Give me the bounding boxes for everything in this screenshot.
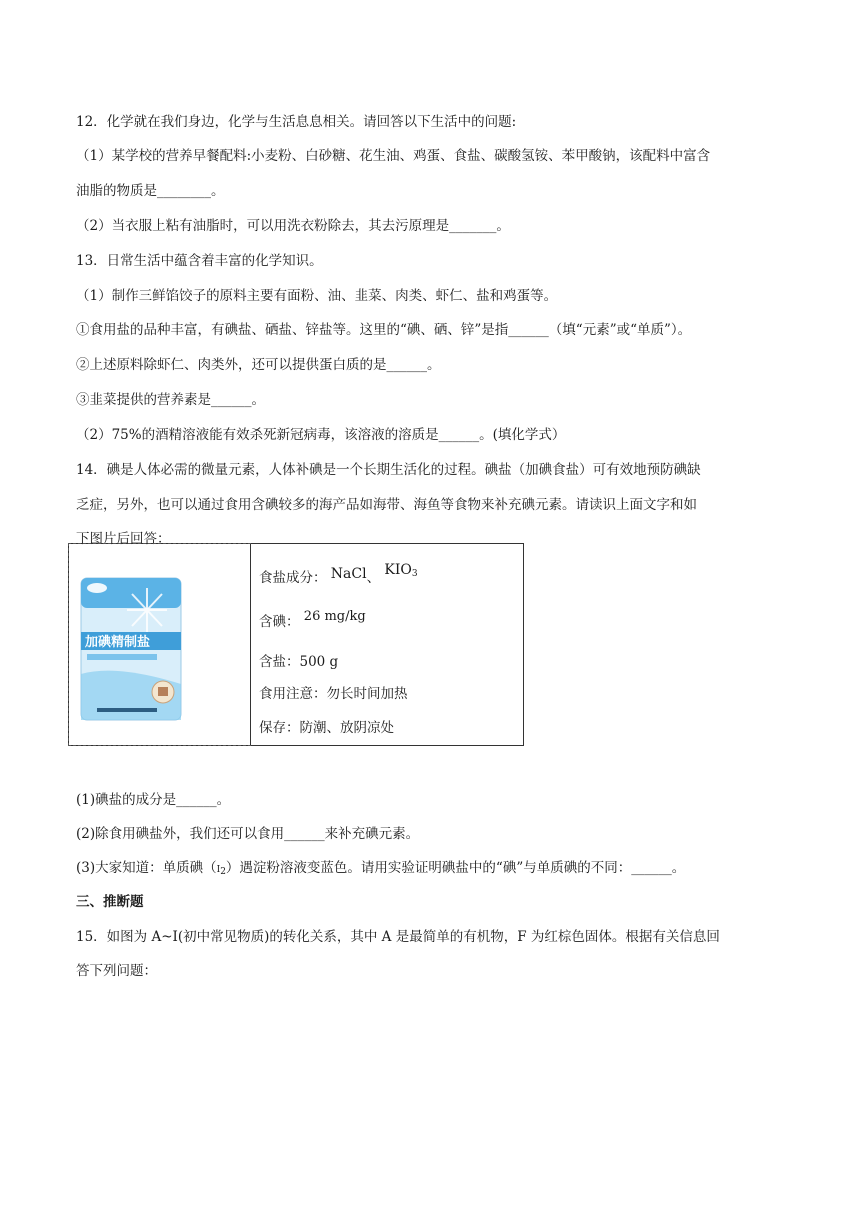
- ingredient-nacl: NaCl: [330, 566, 367, 582]
- q13-stem: 13．日常生活中蕴含着丰富的化学知识。: [76, 253, 323, 269]
- q13-part2: （2）75%的酒精溶液能有效杀死新冠病毒，该溶液的溶质是______。(填化学式）: [76, 427, 566, 443]
- salt-row: [259, 650, 338, 670]
- salt-package-cell: [69, 544, 251, 745]
- q12-part2: （2）当衣服上粘有油脂时，可以用洗衣粉除去，其去污原理是_______。: [76, 218, 510, 234]
- iodine-row: [259, 610, 366, 630]
- q15-stem-a: 15．如图为 A~I(初中常见物质)的转化关系，其中 A 是最简单的有机物，F 为红棕色固体。根据有关信息回: [76, 929, 720, 945]
- q12-part1-a: （1）某学校的营养早餐配料:小麦粉、白砂糖、花生油、鸡蛋、食盐、碳酸氢铵、苯甲酸钠，该配料中富含: [76, 148, 711, 164]
- q14-stem-b: 乏症，另外，也可以通过食用含碘较多的海产品如海带、海鱼等食物来补充碘元素。请读识上面文字和如: [76, 497, 697, 513]
- salt-value: 500 g: [299, 654, 339, 670]
- q14-part3: (3)大家知道：单质碘（I2）遇淀粉溶液变蓝色。请用实验证明碘盐中的“碘”与单质碘的不同：______。: [76, 860, 686, 877]
- q13-part1-3: ③韭菜提供的营养素是______。: [76, 392, 265, 408]
- q14-part2: (2)除食用碘盐外，我们还可以食用______来补充碘元素。: [76, 826, 420, 842]
- q14-stem-a: 14．碘是人体必需的微量元素，人体补碘是一个长期生活化的过程。碘盐（加碘食盐）可有效地预防碘缺: [76, 462, 701, 478]
- iodine-label: 含碘：: [259, 614, 300, 630]
- ingredient-kio3: $KIO_3$: [384, 562, 418, 579]
- q13-part1-1: ①食用盐的品种丰富，有碘盐、硒盐、锌盐等。这里的“碘、硒、锌”是指______（填“元素”或“单质”）。: [76, 322, 692, 338]
- q14-part1: (1)碘盐的成分是______。: [76, 792, 231, 808]
- q14-stem-c: 下图片后回答：: [76, 531, 171, 547]
- salt-package-image: [77, 574, 187, 724]
- ingredient-sep: 、: [366, 570, 381, 586]
- q12-part1-b: 油脂的物质是________。: [76, 183, 225, 199]
- package-label: 加碘精制盐: [85, 634, 151, 649]
- q12-stem: 12．化学就在我们身边，化学与生活息息相关。请回答以下生活中的问题:: [76, 114, 517, 130]
- q13-part1: （1）制作三鲜馅饺子的原料主要有面粉、油、韭菜、肉类、虾仁、盐和鸡蛋等。: [76, 288, 558, 304]
- salt-label: 含盐：: [259, 654, 300, 670]
- note-row: 食用注意：勿长时间加热: [259, 686, 408, 702]
- ingredients-row: [259, 562, 418, 587]
- ingredients-label: 食盐成分：: [259, 570, 327, 586]
- section-3-heading: 三、推断题: [76, 894, 144, 910]
- salt-info-table: [68, 543, 524, 746]
- storage-row: 保存：防潮、放阴凉处: [259, 720, 394, 736]
- q13-part1-2: ②上述原料除虾仁、肉类外，还可以提供蛋白质的是______。: [76, 357, 441, 373]
- i2-formula: I2: [216, 865, 226, 877]
- q15-stem-b: 答下列问题：: [76, 963, 157, 979]
- iodine-value: 26 mg/kg: [303, 609, 366, 624]
